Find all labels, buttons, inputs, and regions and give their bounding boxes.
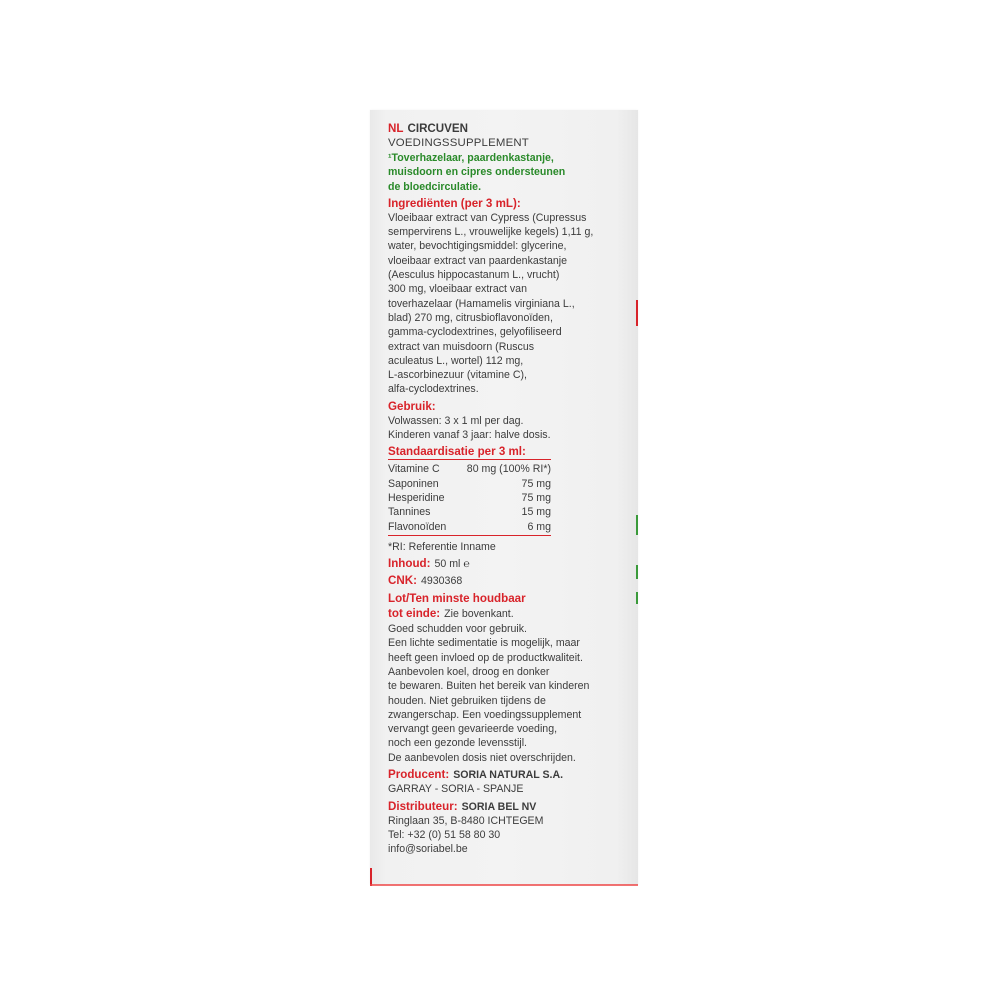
instruction-line: Goed schudden voor gebruik. <box>388 623 527 636</box>
instruction-line: noch een gezonde levensstijl. <box>388 737 527 750</box>
distributor-phone: Tel: +32 (0) 51 58 80 30 <box>388 829 501 842</box>
box-edge-red-bottom <box>370 884 638 886</box>
ingredients-line: extract van muisdoorn (Ruscus <box>388 340 535 353</box>
distributor-email: info@soriabel.be <box>388 843 468 856</box>
content-volume <box>388 556 638 571</box>
instructions <box>388 622 638 765</box>
distributor-address: Ringlaan 35, B-8480 ICHTEGEM <box>388 814 544 827</box>
std-name: Flavonoïden <box>388 520 447 533</box>
instruction-line: Een lichte sedimentatie is mogelijk, maar <box>388 637 580 650</box>
std-value: 75 mg <box>521 477 551 490</box>
lot-value: Zie bovenkant. <box>444 607 514 620</box>
ingredients-line: aculeatus L., wortel) 112 mg, <box>388 354 524 367</box>
std-name: Saponinen <box>388 477 439 490</box>
ingredients-line: (Aesculus hippocastanum L., vrucht) <box>388 269 560 282</box>
table-row <box>388 520 551 534</box>
distributor-label: Distributeur: <box>388 799 458 813</box>
std-value: 15 mg <box>521 506 551 519</box>
lot-expiry <box>388 606 638 621</box>
usage-heading: Gebruik: <box>388 399 436 413</box>
cnk-value: 4930368 <box>420 575 463 588</box>
std-name: Hesperidine <box>388 491 445 504</box>
usage-line: Volwassen: 3 x 1 ml per dag. <box>388 414 524 427</box>
instruction-line: De aanbevolen dosis niet overschrijden. <box>388 751 576 764</box>
language-code: NL <box>388 122 404 135</box>
ingredients-heading: Ingrediënten (per 3 mL): <box>388 196 521 210</box>
instruction-line: te bewaren. Buiten het bereik van kinderen <box>388 680 590 693</box>
claim-line: ¹Toverhazelaar, paardenkastanje, <box>388 152 554 164</box>
producer-name: SORIA NATURAL S.A. <box>453 768 564 781</box>
std-value: 80 mg (100% RI*) <box>466 463 551 476</box>
std-value: 6 mg <box>527 520 551 533</box>
claim-line: de bloedcirculatie. <box>388 180 482 193</box>
table-row <box>388 462 551 476</box>
product-title <box>388 122 638 136</box>
std-name: Vitamine C <box>388 463 440 476</box>
ingredients-list <box>388 211 638 397</box>
ingredients-line: L-ascorbinezuur (vitamine C), <box>388 369 527 382</box>
instruction-line: Aanbevolen koel, droog en donker <box>388 665 550 678</box>
instruction-line: vervangt geen gevarieerde voeding, <box>388 723 558 736</box>
ingredients-line: sempervirens L., vrouwelijke kegels) 1,11 g, <box>388 226 594 239</box>
content-label: Inhoud: <box>388 557 431 571</box>
standardization-table <box>388 461 551 535</box>
ingredients-line: alfa-cyclodextrines. <box>388 383 479 396</box>
table-row <box>388 477 551 491</box>
distributor-name: SORIA BEL NV <box>461 800 537 813</box>
ri-footnote: *RI: Referentie Inname <box>388 540 496 553</box>
lot-label-cont: tot einde: <box>388 606 441 620</box>
producer-label: Producent: <box>388 767 450 781</box>
std-name: Tannines <box>388 506 431 519</box>
ingredients-line: vloeibaar extract van paardenkastanje <box>388 254 568 267</box>
producer-address: GARRAY - SORIA - SPANJE <box>388 783 524 796</box>
table-row <box>388 491 551 505</box>
label-text-block <box>388 122 638 857</box>
ingredients-line: water, bevochtigingsmiddel: glycerine, <box>388 240 567 253</box>
usage-line: Kinderen vanaf 3 jaar: halve dosis. <box>388 429 551 442</box>
ingredients-line: gamma-cyclodextrines, gelyofiliseerd <box>388 326 562 339</box>
cnk-label: CNK: <box>388 574 417 588</box>
content-value: 50 ml ℮ <box>434 558 470 571</box>
instruction-line: houden. Niet gebruiken tijdens de <box>388 694 546 707</box>
ingredients-line: Vloeibaar extract van Cypress (Cupressus <box>388 211 587 224</box>
ingredients-line: 300 mg, vloeibaar extract van <box>388 283 527 296</box>
standardization-heading: Standaardisatie per 3 ml: <box>388 444 551 460</box>
distributor <box>388 799 638 814</box>
product-category: VOEDINGSSUPPLEMENT <box>388 137 529 149</box>
std-value: 75 mg <box>521 491 551 504</box>
lot-label: Lot/Ten minste houdbaar <box>388 591 526 605</box>
cnk-code <box>388 573 638 588</box>
product-name: CIRCUVEN <box>407 122 469 135</box>
ingredients-line: toverhazelaar (Hamamelis virginiana L., <box>388 297 575 310</box>
producer <box>388 767 638 782</box>
claim-line: muisdoorn en cipres ondersteunen <box>388 166 566 179</box>
table-row <box>388 505 551 519</box>
ingredients-line: blad) 270 mg, citrusbioflavonoïden, <box>388 311 553 324</box>
health-claim <box>388 151 638 194</box>
instruction-line: zwangerschap. Een voedingssupplement <box>388 708 582 721</box>
instruction-line: heeft geen invloed op de productkwaliteit. <box>388 651 583 664</box>
